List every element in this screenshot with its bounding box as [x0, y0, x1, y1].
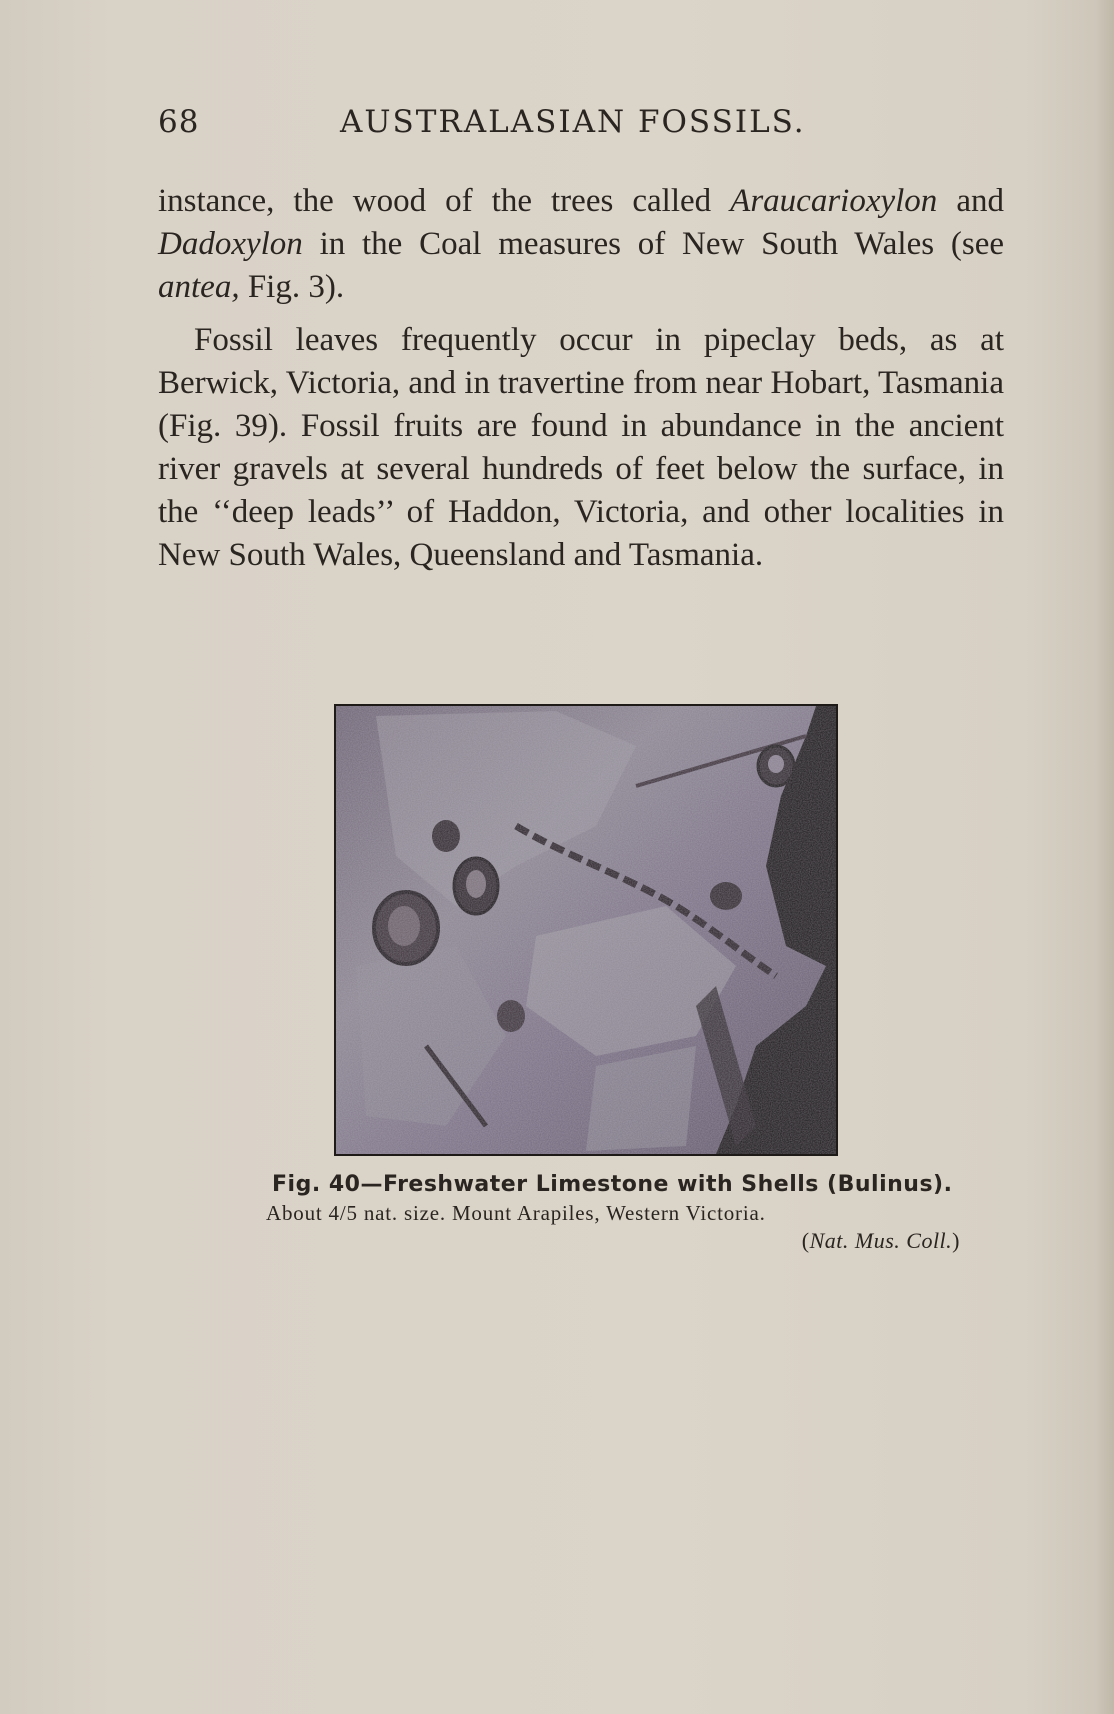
- running-title: AUSTRALASIAN FOSSILS.: [340, 104, 806, 140]
- credit-italic: Nat. Mus. Coll.: [809, 1228, 953, 1253]
- credit-open: (: [801, 1228, 810, 1253]
- body-text: [158, 180, 1004, 577]
- caption-note: About 4/5 nat. size. Mount Arapiles, Western Victoria.: [266, 1201, 766, 1225]
- caption-credit: [240, 1228, 960, 1254]
- figure-caption: [240, 1172, 960, 1254]
- p1-text-1: instance, the wood of the trees called: [158, 183, 731, 219]
- paragraph-1: [158, 180, 1004, 309]
- caption-title: Fig. 40—Freshwater Limestone with Shells (Bulinus).: [272, 1172, 953, 1197]
- running-head: [158, 104, 848, 148]
- paragraph-2: Fossil leaves frequently occur in pipeclay beds, as at Berwick, Victoria, and in travertine from near Hobart, Tasmania (Fig. 39). Fossil fruits are found in abundance in the ancient river gravels at several hundreds of feet below the surface, in the ‘‘deep leads’’ of Haddon, Victoria, and other localities in New South Wales, Queensland and Tasmania.: [158, 322, 1004, 573]
- credit-close: ): [952, 1228, 960, 1253]
- fossil-photograph: [334, 704, 838, 1156]
- p1-italic-antea: antea,: [158, 269, 240, 305]
- p1-text-2: and: [937, 183, 1004, 219]
- p1-text-4: Fig. 3).: [239, 269, 345, 305]
- p1-italic-dadoxylon: Dadoxylon: [158, 226, 303, 262]
- p1-italic-araucarioxylon: Araucarioxylon: [730, 183, 938, 219]
- p1-text-3: in the Coal measures of New South Wales (see: [302, 226, 1004, 262]
- page-number: 68: [158, 104, 200, 140]
- limestone-shells-photo: [336, 706, 836, 1154]
